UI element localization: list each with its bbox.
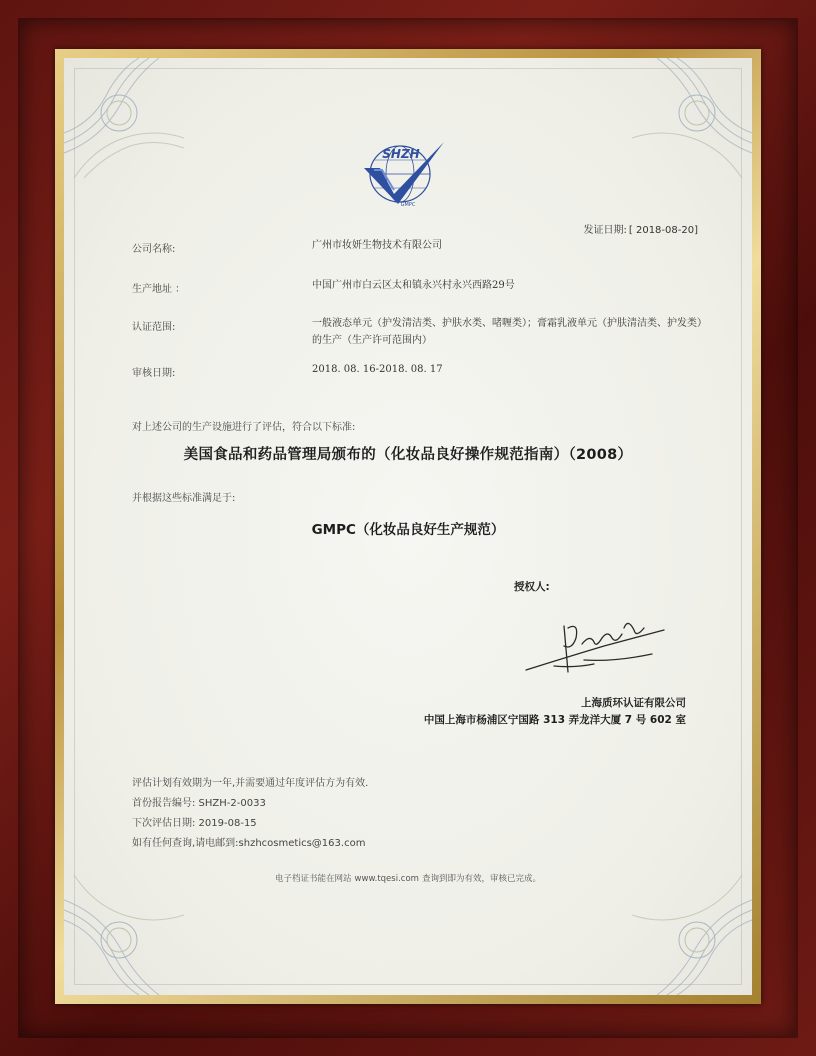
verify-prefix: 电子档证书能在网站 — [275, 874, 352, 884]
standard-title: 美国食品和药品管理局颁布的（化妆品良好操作规范指南）（2008） — [183, 447, 633, 463]
contact-email: 如有任何查询,请电邮到:shzhcosmetics@163.com — [132, 838, 366, 849]
online-verification-note — [64, 872, 752, 884]
issuer-name: 上海质环认证有限公司 — [581, 697, 686, 709]
shzh-logo — [360, 134, 450, 214]
scope-value: 一般液态单元（护发清洁类、护肤水类、啫喱类）；膏霜乳液单元（护肤清洁类、护发类）的生产（生产许可范围内） — [312, 318, 702, 346]
audit-date-label: 审核日期: — [132, 368, 176, 379]
corner-ornament-icon — [632, 58, 752, 178]
company-label: 公司名称: — [132, 244, 176, 255]
issuer-address: 中国上海市杨浦区宁国路 313 弄龙洋大厦 7 号 602 室 — [423, 714, 686, 726]
next-evaluation-date: 下次评估日期: 2019-08-15 — [132, 818, 257, 829]
basis-statement: 并根据这些标准满足于: — [132, 493, 236, 504]
report-number: 首份报告编号: SHZH-2-0033 — [132, 798, 266, 809]
gmpc-title: GMPC（化妆品良好生产规范） — [311, 522, 505, 538]
scope-label: 认证范围: — [132, 322, 176, 333]
corner-ornament-icon — [64, 875, 184, 995]
verify-url-link[interactable]: www.tqesi.com — [354, 874, 419, 884]
corner-ornament-icon — [632, 875, 752, 995]
issue-date-value: [ 2018-08-20] — [628, 225, 698, 236]
logo-text: SHZH — [382, 147, 420, 161]
certificate-paper — [64, 58, 752, 995]
corner-ornament-icon — [64, 58, 184, 178]
logo-subtext: GMPC — [400, 202, 416, 208]
validity-note: 评估计划有效期为一年,并需要通过年度评估方为有效. — [132, 778, 369, 789]
issue-date-label: 发证日期: — [583, 225, 627, 236]
authorized-label: 授权人: — [514, 581, 550, 593]
issue-date — [584, 221, 698, 236]
company-value: 广州市妆妍生物技术有限公司 — [312, 240, 442, 251]
address-label: 生产地址 ： — [132, 284, 186, 295]
signature-image — [524, 608, 669, 683]
assessment-intro: 对上述公司的生产设施进行了评估，符合以下标准: — [132, 422, 356, 433]
address-value: 中国广州市白云区太和镇永兴村永兴西路29号 — [312, 280, 515, 291]
audit-date-value: 2018. 08. 16-2018. 08. 17 — [312, 364, 443, 375]
verify-suffix: 查询到即为有效，审核已完成。 — [421, 874, 541, 884]
